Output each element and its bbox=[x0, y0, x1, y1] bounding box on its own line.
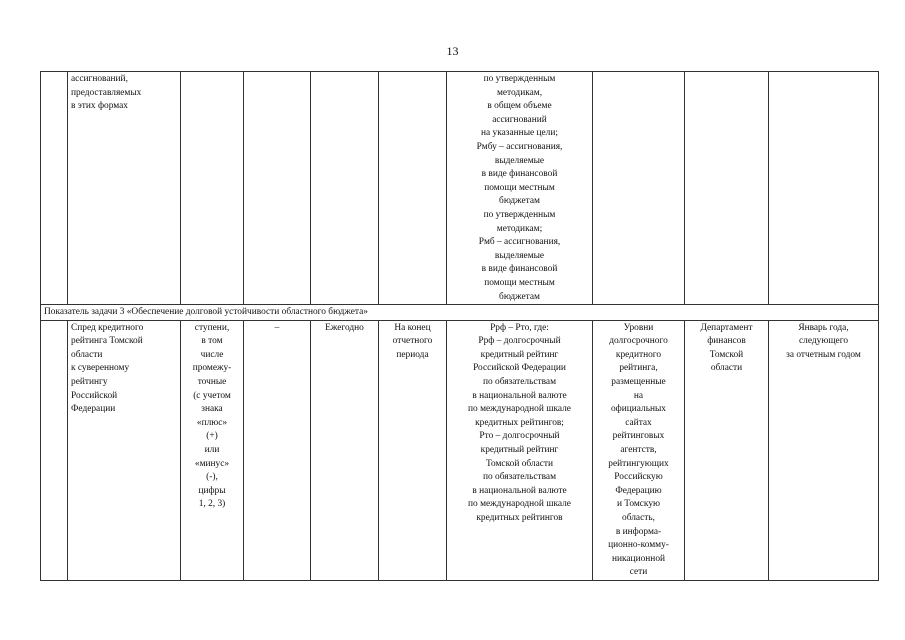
cell-date bbox=[379, 72, 447, 305]
cell-formula: Ррф – Рто, где: Ррф – долгосрочный кредитный рейтинг Российской Федерации по обязательствам в национальной валюте по международной шкале кредитных рейтингов; Рто – долгосрочный кредитный рейтинг Томской области по обязательствам в национальной валюте по международной шкале кредитных рейтингов bbox=[447, 320, 593, 580]
cell-source: Уровни долгосрочного кредитного рейтинга, размещенные на официальных сайтах рейтинговых агентств, рейтингующих Российскую Федерацию и Томскую область, в информа- ционно-комму- никационной сети bbox=[593, 320, 685, 580]
cell-frequency: Ежегодно bbox=[311, 320, 379, 580]
cell-dash: – bbox=[244, 320, 311, 580]
cell-dash bbox=[244, 72, 311, 305]
cell-indicator-name: ассигнований, предоставляемых в этих формах bbox=[68, 72, 181, 305]
cell-number bbox=[41, 72, 68, 305]
cell-responsible bbox=[685, 72, 769, 305]
cell-formula: по утвержденным методикам, в общем объеме ассигнований на указанные цели; Рмбу – ассигнования, выделяемые в виде финансовой помощи местным бюджетам по утвержденным методикам; Рмб – ассигнования, выделяемые в виде финансовой помощи местным бюджетам bbox=[447, 72, 593, 305]
table-row-indicator bbox=[41, 320, 879, 580]
cell-indicator-name: Спред кредитного рейтинга Томской области к суверенному рейтингу Российской Федерации bbox=[68, 320, 181, 580]
section-header: Показатель задачи 3 «Обеспечение долговой устойчивости областного бюджета» bbox=[41, 305, 879, 321]
cell-date: На конец отчетного периода bbox=[379, 320, 447, 580]
indicators-table bbox=[40, 71, 879, 581]
cell-unit: ступени, в том числе промежу- точные (с учетом знака «плюс» (+) или «минус» (-), цифры 1, 2, 3) bbox=[181, 320, 244, 580]
cell-deadline bbox=[769, 72, 879, 305]
cell-source bbox=[593, 72, 685, 305]
section-header-row bbox=[41, 305, 879, 321]
table-row-continuation bbox=[41, 72, 879, 305]
cell-unit bbox=[181, 72, 244, 305]
page-number: 13 bbox=[446, 44, 459, 58]
cell-deadline: Январь года, следующего за отчетным годом bbox=[769, 320, 879, 580]
cell-number bbox=[41, 320, 68, 580]
cell-responsible: Департамент финансов Томской области bbox=[685, 320, 769, 580]
cell-frequency bbox=[311, 72, 379, 305]
